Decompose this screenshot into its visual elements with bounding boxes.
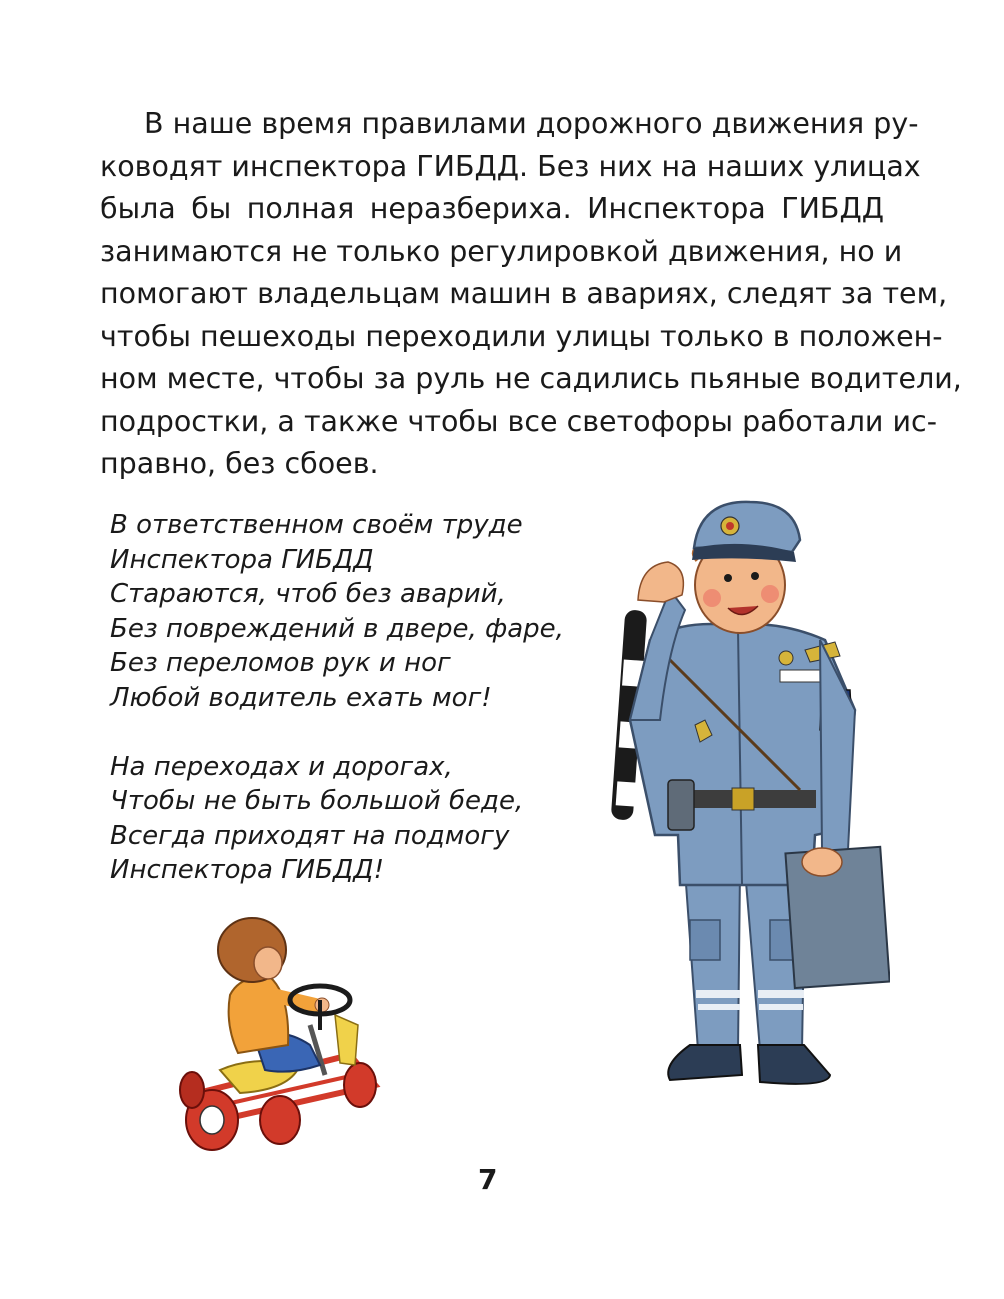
traffic-officer-illustration xyxy=(590,490,890,1115)
boy-on-kart-illustration xyxy=(160,905,395,1160)
paragraph-line: помогают владельцам машин в авариях, следят за тем, xyxy=(100,277,948,310)
paragraph-line: подростки, а также чтобы все светофоры работали ис- xyxy=(100,404,937,438)
paragraph-line: была бы полная неразбериха. Инспектора ГИБДД xyxy=(100,192,884,225)
poem-line: Инспектора ГИБДД! xyxy=(110,855,385,886)
poem xyxy=(110,508,564,888)
poem-line: Любой водитель ехать мог! xyxy=(110,682,492,713)
trousers-icon xyxy=(685,870,805,1050)
paragraph-line: В наше время правилами дорожного движения ру- xyxy=(144,107,919,140)
page-number: 7 xyxy=(478,1163,498,1196)
poem-line: Всегда приходят на подмогу xyxy=(110,820,510,851)
poem-line: Стараются, чтоб без аварий, xyxy=(110,579,506,610)
intro-paragraph xyxy=(100,103,962,486)
poem-line: В ответственном своём труде xyxy=(110,510,523,540)
paragraph-line: правно, без сбоев. xyxy=(100,447,379,480)
poem-stanza-2 xyxy=(110,750,564,888)
cap-icon xyxy=(692,502,800,562)
paragraph-line: занимаются не только регулировкой движения, но и xyxy=(100,234,903,268)
poem-line: Чтобы не быть большой беде, xyxy=(110,786,524,817)
poem-stanza-1 xyxy=(110,508,564,716)
poem-line: На переходах и дорогах, xyxy=(110,751,453,782)
boy-icon xyxy=(218,918,329,1072)
paragraph-line: ном месте, чтобы за руль не садились пьяные водители, xyxy=(100,362,962,395)
boots-icon xyxy=(668,1045,830,1084)
poem-line: Без повреждений в двере, фаре, xyxy=(110,613,564,644)
paragraph-line: чтобы пешеходы переходили улицы только в положен- xyxy=(100,319,943,353)
poem-line: Инспектора ГИБДД xyxy=(110,544,374,575)
paragraph-line: ководят инспектора ГИБДД. Без них на наших улицах xyxy=(100,149,921,183)
poem-line: Без переломов рук и ног xyxy=(110,648,451,679)
